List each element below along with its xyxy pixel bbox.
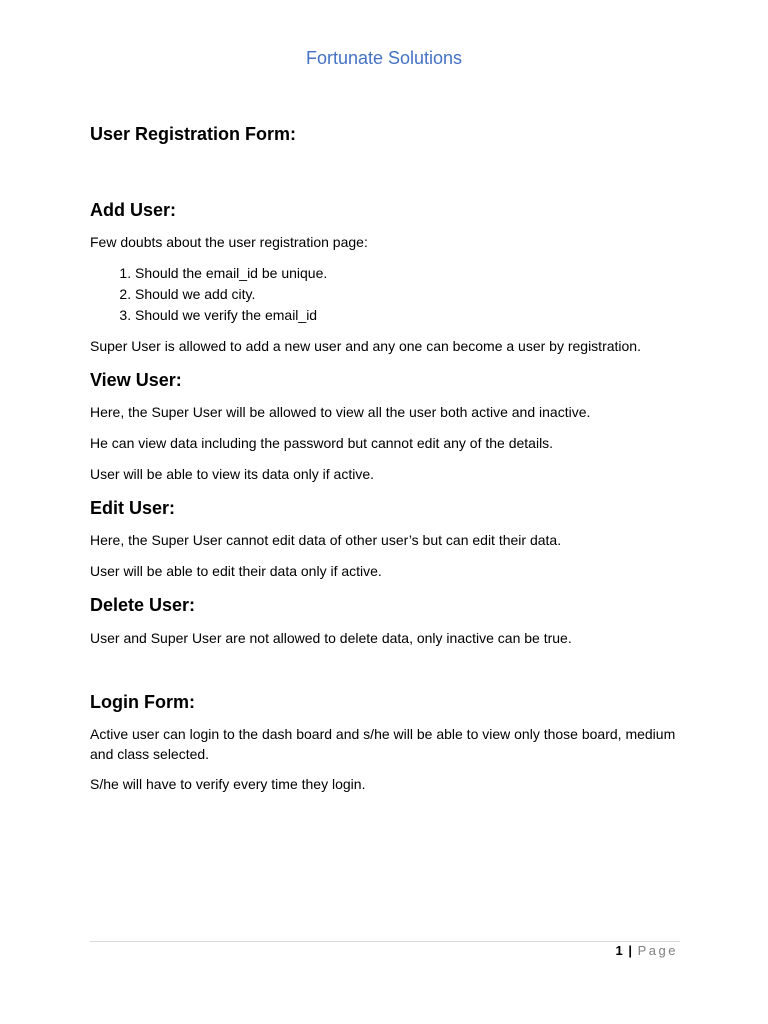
- page-number: 1: [615, 943, 623, 958]
- add-user-heading: Add User:: [90, 200, 177, 220]
- delete-user-paragraph: User and Super User are not allowed to delete data, only inactive can be true.: [90, 630, 572, 646]
- page-footer: [90, 942, 678, 960]
- document-header-title: Fortunate Solutions: [305, 48, 463, 68]
- list-item: 3. Should we verify the email_id: [135, 305, 680, 326]
- edit-user-paragraph: Here, the Super User cannot edit data of other user’s but can edit their data.: [90, 532, 562, 548]
- edit-user-heading: Edit User:: [90, 498, 176, 518]
- list-item: 1. Should the email_id be unique.: [135, 263, 680, 284]
- add-user-intro: Few doubts about the user registration page:: [90, 234, 368, 250]
- view-user-paragraph: User will be able to view its data only if active.: [90, 466, 375, 482]
- registration-form-heading: User Registration Form:: [90, 124, 297, 144]
- document-body: [90, 122, 680, 794]
- list-item: 2. Should we add city.: [135, 284, 680, 305]
- doubts-list: [90, 263, 680, 326]
- login-paragraph: S/he will have to verify every time they login.: [90, 776, 366, 792]
- delete-user-heading: Delete User:: [90, 595, 196, 615]
- login-form-heading: Login Form:: [90, 692, 195, 712]
- page-label: Page: [637, 943, 678, 958]
- view-user-paragraph: Here, the Super User will be allowed to view all the user both active and inactive.: [90, 404, 591, 420]
- edit-user-paragraph: User will be able to edit their data only if active.: [90, 563, 382, 579]
- add-user-note: Super User is allowed to add a new user and any one can become a user by registration.: [90, 338, 641, 354]
- page-separator: |: [628, 943, 632, 958]
- login-paragraph: Active user can login to the dash board and s/he will be able to view only those board, medium and class selected.: [90, 726, 676, 762]
- view-user-paragraph: He can view data including the password but cannot edit any of the details.: [90, 435, 554, 451]
- view-user-heading: View User:: [90, 370, 182, 390]
